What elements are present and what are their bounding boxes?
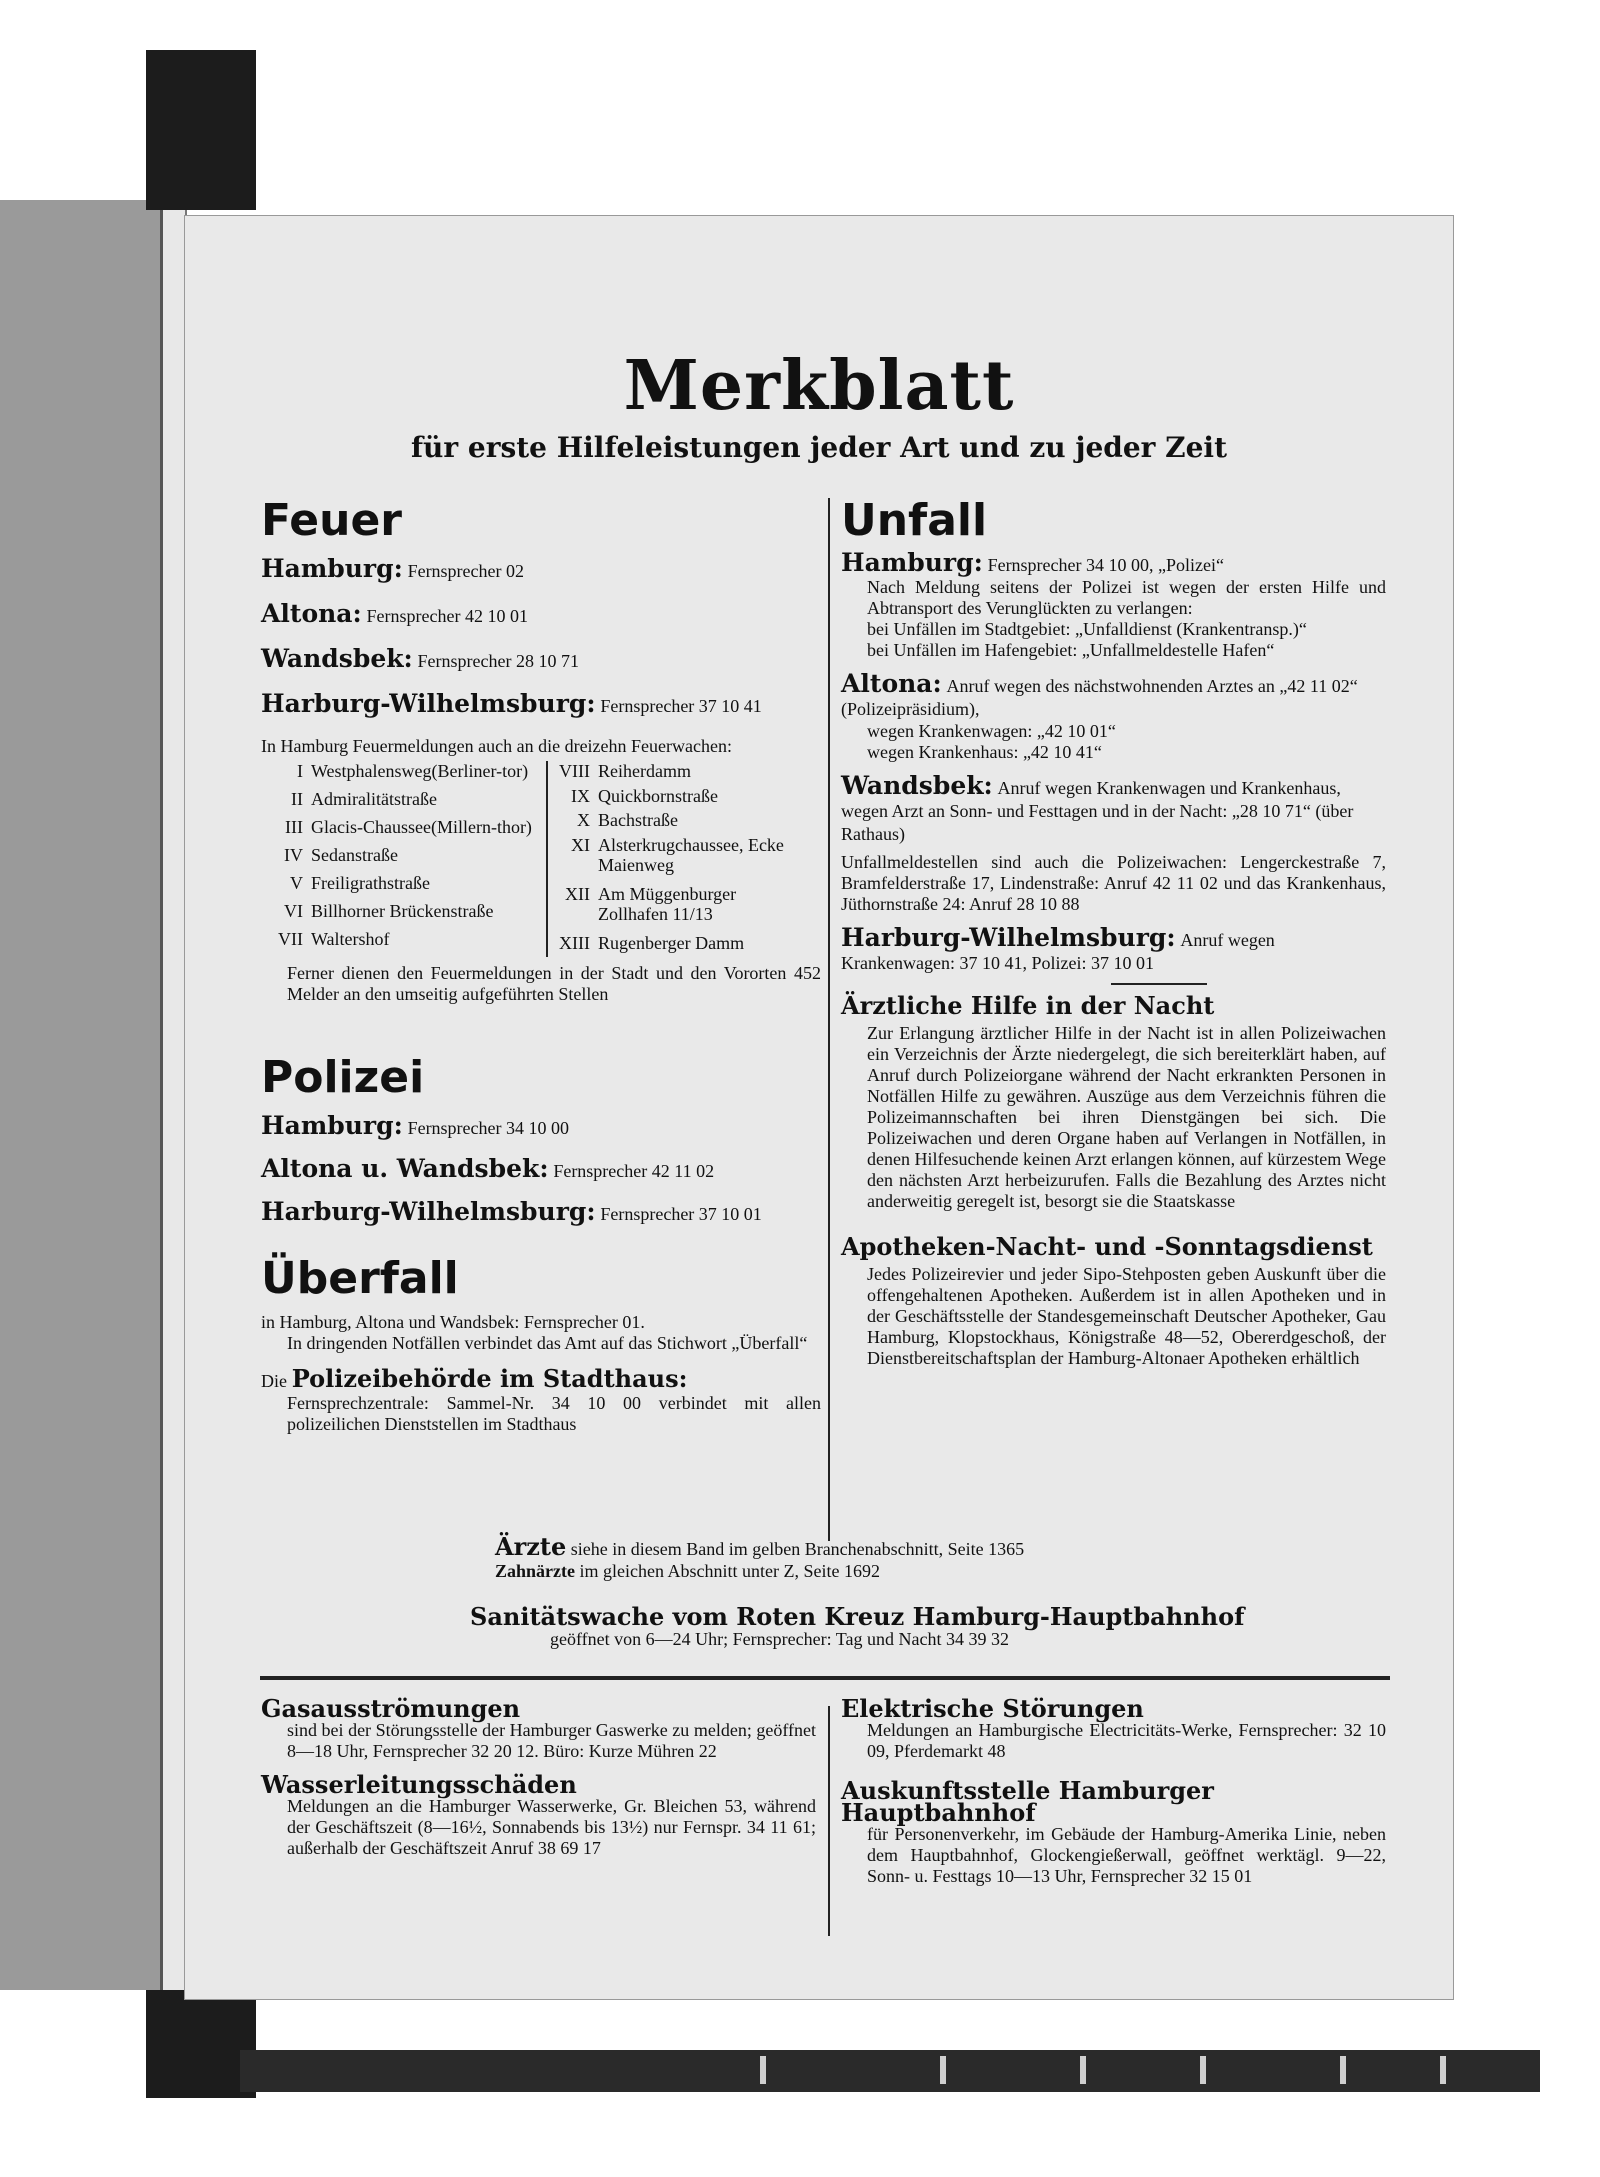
auskunft-text: für Personenverkehr, im Gebäude der Hamburg-Amerika Linie, neben dem Hauptbahnhof, Glockengießerwall, geöffnet werktägl. 9—22, Sonn- u. Festtags 10—13 Uhr, Fernsprecher 32 15 01 bbox=[867, 1824, 1386, 1886]
list-item bbox=[261, 929, 546, 957]
wache-number: III bbox=[285, 817, 303, 837]
unfall-altona-krankenhaus: wegen Krankenhaus: „42 10 41“ bbox=[867, 742, 1102, 762]
wache-number: IX bbox=[571, 785, 590, 806]
behoerde-text: Fernsprechzentrale: Sammel-Nr. 34 10 00 verbindet mit allen polizeilichen Dienststellen im Stadthaus bbox=[287, 1393, 821, 1434]
nacht-heading: Ärztliche Hilfe in der Nacht bbox=[841, 991, 1215, 1020]
wasser-heading: Wasserleitungsschäden bbox=[261, 1770, 577, 1799]
polizei-harburg-text: Fernsprecher 37 10 01 bbox=[600, 1204, 762, 1224]
ueberfall-text-1: in Hamburg, Altona und Wandsbek: Fernsprecher 01. bbox=[261, 1312, 645, 1332]
unfall-harburg-label: Harburg-Wilhelmsburg: bbox=[841, 923, 1176, 952]
feuerwachen-left bbox=[261, 761, 546, 957]
unfall-heading: Unfall bbox=[841, 495, 988, 546]
gas-heading: Gasausströmungen bbox=[261, 1694, 521, 1723]
nacht-text: Zur Erlangung ärztlicher Hilfe in der Nacht ist in allen Polizeiwachen ein Verzeichnis der Ärzte niedergelegt, die sich bereiterklärt haben, auf Anruf durch Polizeiorgane während der Nacht erkrankten Personen in Notfällen Hilfe zu gewähren. Auszüge aus dem Verzeichnis führen die Polizeimannschaften bei ihren Dienstgängen bei sich. Die Polizeiwachen und deren Organe haben auf Verlangen in Notfällen, in denen Hilfesuchende keinen Arzt erlangen können, auf kürzestem Wege den nächsten Arzt herbeizurufen. Falls die Bezahlung des Arztes nicht anderweitig geregelt ist, besorgt sie die Staatskasse bbox=[867, 1023, 1386, 1211]
list-item bbox=[548, 786, 808, 811]
behoerde-heading: Polizeibehörde im Stadthaus: bbox=[291, 1364, 688, 1393]
wache-number: IV bbox=[284, 845, 303, 865]
feuerwachen-intro: In Hamburg Feuermeldungen auch an die dreizehn Feuerwachen: bbox=[261, 736, 732, 756]
sanitaet-heading: Sanitätswache vom Roten Kreuz Hamburg-Hauptbahnhof bbox=[470, 1602, 1245, 1631]
sanitaet-text: geöffnet von 6—24 Uhr; Fernsprecher: Tag und Nacht 34 39 32 bbox=[550, 1629, 1009, 1649]
list-item bbox=[548, 761, 808, 786]
elektrisch-heading: Elektrische Störungen bbox=[841, 1694, 1144, 1723]
wasser-text: Meldungen an die Hamburger Wasserwerke, Gr. Bleichen 53, während der Geschäftszeit (8—16½, Sonnabends bis 13½) nur Fernspr. 34 11 61; außerhalb der Geschäftszeit Anruf 38 69 17 bbox=[287, 1796, 816, 1858]
page-subtitle: für erste Hilfeleistungen jeder Art und zu jeder Zeit bbox=[410, 431, 1228, 464]
wache-name: Waltershof bbox=[311, 929, 390, 949]
wache-name: Reiherdamm bbox=[598, 761, 691, 781]
wache-number: I bbox=[297, 761, 303, 781]
wache-name: Sedanstraße bbox=[311, 845, 398, 865]
wache-name: Billhorner Brückenstraße bbox=[311, 901, 494, 921]
right-column bbox=[841, 494, 1386, 1369]
wache-number: V bbox=[290, 873, 303, 893]
gas-text: sind bei der Störungsstelle der Hamburger Gaswerke zu melden; geöffnet 8—18 Uhr, Fernsprecher 32 20 12. Büro: Kurze Mühren 22 bbox=[287, 1720, 816, 1761]
wache-number: XI bbox=[571, 834, 590, 855]
unfall-altona-krankenwagen: wegen Krankenwagen: „42 10 01“ bbox=[867, 721, 1116, 741]
aerzte-text: siehe in diesem Band im gelben Branchenabschnitt, Seite 1365 bbox=[570, 1539, 1025, 1559]
wache-name: Quickbornstraße bbox=[598, 785, 718, 806]
polizei-hamburg-label: Hamburg: bbox=[261, 1111, 403, 1140]
feuer-harburg-label: Harburg-Wilhelmsburg: bbox=[261, 689, 596, 718]
polizei-harburg-label: Harburg-Wilhelmsburg: bbox=[261, 1197, 596, 1226]
feuer-note: Ferner dienen den Feuermeldungen in der Stadt und den Vororten 452 Melder an den umseitig aufgeführten Stellen bbox=[287, 963, 821, 1004]
wache-number: X bbox=[577, 810, 590, 830]
unfall-wandsbek-label: Wandsbek: bbox=[841, 771, 993, 800]
feuer-altona-text: Fernsprecher 42 10 01 bbox=[366, 606, 528, 626]
unfall-hamburg-detail: Nach Meldung seitens der Polizei ist wegen der ersten Hilfe und Abtransport des Verunglückten zu verlangen: bbox=[867, 577, 1386, 618]
wache-name: Freiligrathstraße bbox=[311, 873, 430, 893]
list-item bbox=[261, 789, 546, 817]
page-spine bbox=[160, 200, 187, 1990]
apotheken-heading: Apotheken-Nacht- und -Sonntagsdienst bbox=[841, 1232, 1373, 1261]
behoerde-prefix: Die bbox=[261, 1371, 287, 1391]
feuerwachen-right bbox=[548, 761, 808, 957]
wache-name: Alsterkrugchaussee, Ecke Maienweg bbox=[598, 834, 784, 875]
wache-number: XII bbox=[565, 883, 590, 904]
bottom-left-column bbox=[261, 1694, 816, 1859]
list-item bbox=[548, 933, 808, 958]
feuer-wandsbek-label: Wandsbek: bbox=[261, 644, 413, 673]
list-item bbox=[261, 845, 546, 873]
unfall-altona-label: Altona: bbox=[841, 669, 942, 698]
feuer-altona-label: Altona: bbox=[261, 599, 362, 628]
aerzte-block bbox=[495, 1532, 1295, 1582]
polizei-heading: Polizei bbox=[261, 1052, 425, 1103]
wache-number: VIII bbox=[559, 761, 590, 781]
polizei-altona-wandsbek-label: Altona u. Wandsbek: bbox=[261, 1154, 549, 1183]
zahnaerzte-label: Zahnärzte bbox=[495, 1561, 575, 1581]
wache-name: Bachstraße bbox=[598, 810, 678, 830]
unfall-harburg-text: Anruf wegen Krankenwagen: 37 10 41, Polizei: 37 10 01 bbox=[841, 930, 1275, 973]
wache-number: VI bbox=[284, 901, 303, 921]
merkblatt-page bbox=[184, 215, 1454, 2000]
unfall-meldestellen: Unfallmeldestellen sind auch die Polizeiwachen: Lengerckestraße 7, Bramfelderstraße 17, Lindenstraße: Anruf 42 11 02 und das Krankenhaus, Jüthornstraße 24: Anruf 28 10 88 bbox=[841, 852, 1386, 914]
auskunft-heading: Auskunftsstelle Hamburger Hauptbahnhof bbox=[841, 1776, 1214, 1827]
list-item bbox=[548, 810, 808, 835]
feuer-harburg-text: Fernsprecher 37 10 41 bbox=[600, 696, 762, 716]
list-item bbox=[261, 873, 546, 901]
wache-name: Glacis-Chaussee(Millern-thor) bbox=[311, 817, 532, 837]
elektrisch-text: Meldungen an Hamburgische Electricitäts-Werke, Fernsprecher: 32 10 09, Pferdemarkt 48 bbox=[867, 1720, 1386, 1761]
wache-name: Am Müggenburger Zollhafen 11/13 bbox=[598, 883, 737, 924]
horizontal-rule bbox=[260, 1676, 1390, 1680]
unfall-hafengebiet: bei Unfällen im Hafengebiet: „Unfallmeldestelle Hafen“ bbox=[867, 640, 1275, 660]
wache-name: Admiralitätstraße bbox=[311, 789, 437, 809]
column-divider bbox=[828, 498, 830, 1541]
ueberfall-heading: Überfall bbox=[261, 1253, 459, 1304]
left-column bbox=[261, 494, 821, 1435]
page-title: Merkblatt bbox=[623, 346, 1015, 426]
polizei-altona-wandsbek-text: Fernsprecher 42 11 02 bbox=[553, 1161, 715, 1181]
bottom-shadow bbox=[240, 2050, 1540, 2092]
unfall-stadtgebiet: bei Unfällen im Stadtgebiet: „Unfalldienst (Krankentransp.)“ bbox=[867, 619, 1307, 639]
unfall-hamburg-text: Fernsprecher 34 10 00, „Polizei“ bbox=[987, 555, 1224, 575]
list-item bbox=[548, 835, 808, 884]
list-item bbox=[261, 817, 546, 845]
wache-name: Rugenberger Damm bbox=[598, 932, 745, 953]
feuer-heading: Feuer bbox=[261, 495, 402, 546]
list-item bbox=[548, 884, 808, 933]
feuer-wandsbek-text: Fernsprecher 28 10 71 bbox=[417, 651, 579, 671]
left-page-scan bbox=[0, 200, 170, 1990]
behoerde-heading-row bbox=[261, 1364, 821, 1393]
binder-clip-top bbox=[146, 50, 256, 210]
unfall-wandsbek-text: Anruf wegen Krankenwagen und Krankenhaus, wegen Arzt an Sonn- und Festtagen und in der Nacht: „28 10 71“ (über Rathaus) bbox=[841, 778, 1354, 844]
bottom-right-column bbox=[841, 1694, 1386, 1887]
aerzte-label: Ärzte bbox=[495, 1532, 567, 1561]
feuer-hamburg-label: Hamburg: bbox=[261, 554, 403, 583]
wache-name: Westphalensweg(Berliner-tor) bbox=[311, 761, 529, 781]
polizei-entries bbox=[261, 1111, 821, 1226]
unfall-altona-text: Anruf wegen des nächstwohnenden Arztes an „42 11 02“ (Polizeipräsidium), bbox=[841, 676, 1358, 719]
ueberfall-text-2: In dringenden Notfällen verbindet das Amt auf das Stichwort „Überfall“ bbox=[287, 1333, 808, 1353]
apotheken-text: Jedes Polizeirevier und jeder Sipo-Stehposten geben Auskunft über die offengehaltenen Apotheken. Außerdem ist in allen Apotheken und in der Geschäftsstelle der Standesgemeinschaft Deutscher Apotheker, Gau Hamburg, Klopstockhaus, Königstraße 48—52, Obererdgeschoß, der Dienstbereitschaftsplan der Hamburg-Altonaer Apotheken erhältlich bbox=[867, 1264, 1386, 1368]
wache-number: XIII bbox=[559, 932, 590, 953]
section-rule bbox=[1111, 983, 1207, 985]
sanitaet-block bbox=[470, 1602, 1320, 1650]
wache-number: II bbox=[291, 789, 303, 809]
unfall-hamburg-label: Hamburg: bbox=[841, 548, 983, 577]
feuer-entries bbox=[261, 554, 821, 718]
polizei-hamburg-text: Fernsprecher 34 10 00 bbox=[407, 1118, 570, 1138]
zahnaerzte-text: im gleichen Abschnitt unter Z, Seite 1692 bbox=[579, 1561, 880, 1581]
bottom-column-divider bbox=[828, 1706, 830, 1936]
wache-number: VII bbox=[278, 929, 303, 949]
feuer-hamburg-text: Fernsprecher 02 bbox=[407, 561, 525, 581]
list-item bbox=[261, 761, 546, 789]
list-item bbox=[261, 901, 546, 929]
feuerwachen-list bbox=[261, 761, 821, 957]
